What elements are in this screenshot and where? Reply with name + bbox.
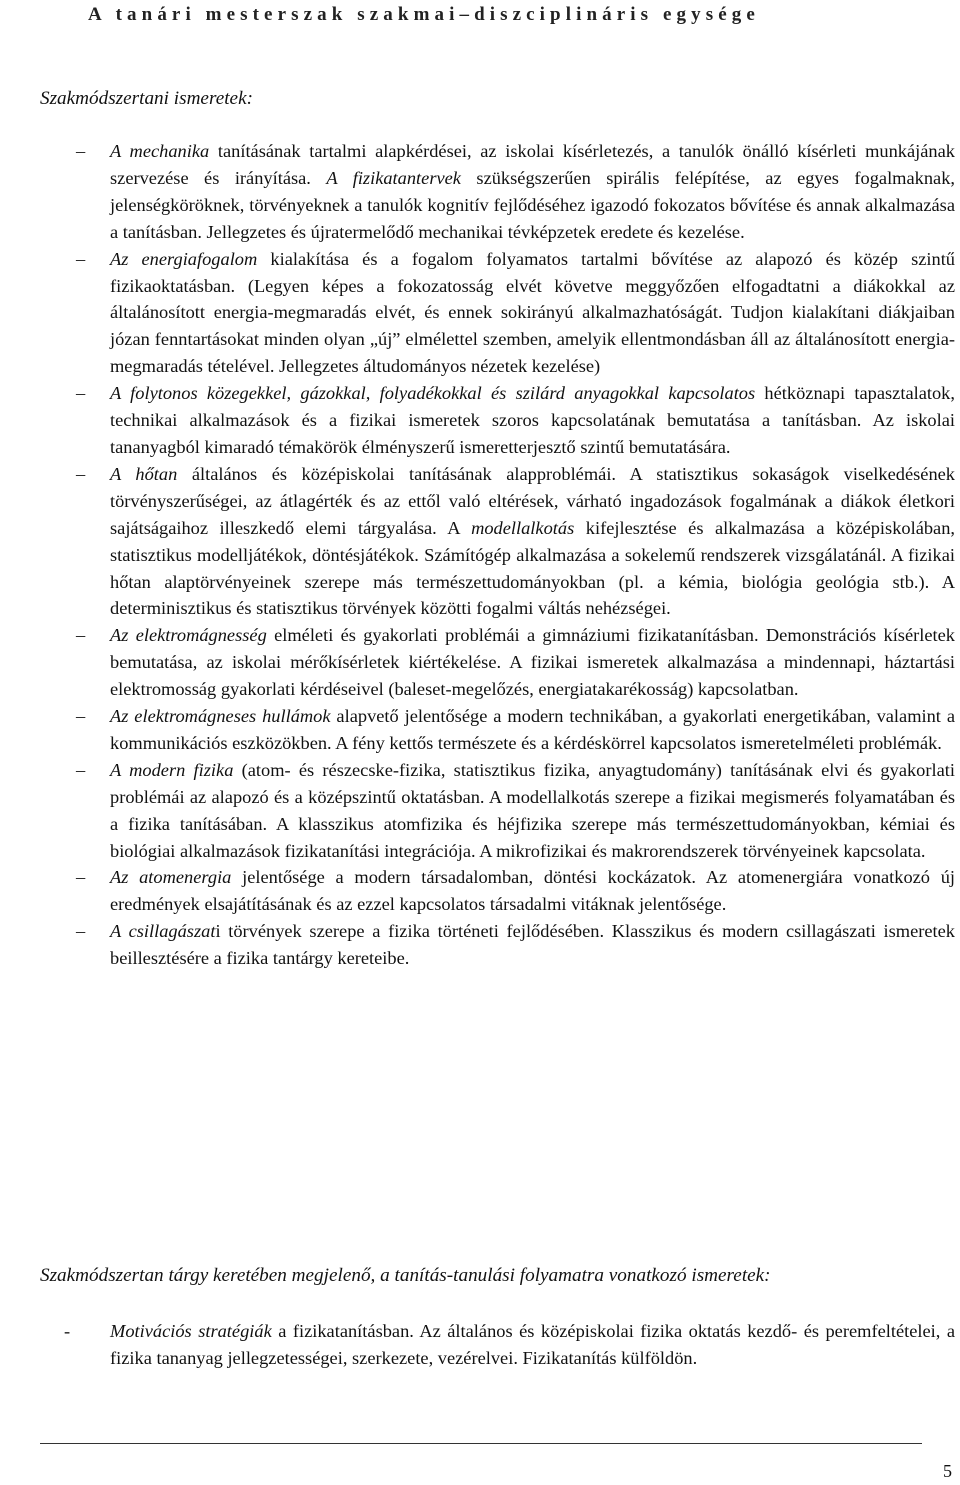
item-lead-term: A hőtan xyxy=(110,463,178,484)
list-marker: – xyxy=(76,383,86,404)
list-item xyxy=(0,138,955,246)
item-lead-term: A fizikatantervek xyxy=(326,167,461,188)
list-marker: – xyxy=(76,867,86,888)
item-lead-term: Az atomenergia xyxy=(110,867,232,888)
section-heading-methodology: Szakmódszertani ismeretek: xyxy=(40,88,253,109)
item-text: alapvető jelentősége a modern technikában, a gyakorlati energetikában, valamint a kommunikációs eszközökben. A fény kettős természete és a kérdéskörrel kapcsolatos ismeretelméleti problémák. xyxy=(110,706,955,753)
list-marker: – xyxy=(76,141,86,161)
methodology-topic-list xyxy=(0,138,955,972)
list-item xyxy=(0,757,955,865)
item-text: kialakítása és a fogalom folyamatos tartalmi bővítése az alapozó és közép szintű fizikaoktatásban. (Legyen képes a fokozatosság elvét követve meggyőzően elfogadtatni a diákokkal az általánosított energia-megmaradás elvét, és ennek sokirányú alkalmazhatóságát. Tudjon kialakítani diákjaiban józan fenntartásokat minden olyan „új” elmélettel szemben, amelyik ellentmondásban áll az általánosított energia-megmaradás tételével. Jellegzetes áltudományos nézetek kezelése) xyxy=(110,248,955,377)
list-item xyxy=(0,918,955,972)
item-lead-term: Az elektromágneses hullámok xyxy=(110,706,331,727)
item-text: kifejlesztése és alkalmazása a középiskolában, statisztikus modelljátékok, döntésjátékok. Számítógép alkalmazása a sokelemű rendszerek vizsgálatánál. A fizikai hőtan alaptörvényeinek szerepe más természettudományokban (pl. a kémia, biológia geológia stb.). A determinisztikus és statisztikus törvények közötti fogalmi váltás nehézségei. xyxy=(110,517,956,619)
item-lead-term: Motivációs stratégiák xyxy=(110,1321,272,1341)
list-item xyxy=(0,622,955,703)
running-head: A tanári mesterszak szakmai–diszciplináris egysége xyxy=(88,4,760,25)
item-lead-term: modellalkotás xyxy=(471,517,575,538)
list-item xyxy=(0,380,955,461)
list-item xyxy=(0,1318,955,1372)
list-marker: – xyxy=(76,625,86,646)
item-lead-term: A folytonos közegekkel, gázokkal, folyadékokkal és szilárd anyagokkal kapcsolatos xyxy=(110,383,756,404)
item-lead-term: Az elektromágnesség xyxy=(110,625,267,646)
item-text: i törvények szerepe a fizika történeti fejlődésében. Klasszikus és modern csillagászati ismeretek beillesztésére a fizika tantárgy kereteibe. xyxy=(110,921,955,969)
item-text: szükségszerűen spirális felépítése, az egyes fogalmaknak, jelenségköröknek, törvényeknek a tanulók kognitív fejlődéséhez igazodó fokozatos bővítése és annak alkalmazása a tanításban. Jellegzetes és újratermelődő mechanikai tévképzetek eredete és kezelése. xyxy=(110,167,955,242)
list-item xyxy=(0,246,955,381)
item-lead-term: A mechanika xyxy=(110,141,210,161)
section-heading-teaching-process: Szakmódszertan tárgy keretében megjelenő, a tanítás-tanulási folyamatra vonatkozó ismeretek: xyxy=(40,1265,771,1286)
item-lead-term: Az energiafogalom xyxy=(110,248,258,269)
item-text: (atom- és részecske-fizika, statisztikus fizika, anyagtudomány) tanításának elvi és gyakorlati problémái az alapozó és a középszintű oktatásban. A modellalkotás szerepe a fizikai megismerés folyamatában és a fizika tanításában. A klasszikus atomfizika és héjfizika szerepe más természettudományokban, kémiai és biológiai alkalmazások fizikatanítási integrációja. A mikrofizikai és makrorendszerek törvényeinek kapcsolata. xyxy=(110,759,955,861)
list-marker: – xyxy=(76,921,86,942)
page-number: 5 xyxy=(943,1461,952,1481)
list-marker: – xyxy=(76,759,86,780)
list-item xyxy=(0,864,955,918)
list-item xyxy=(0,703,955,757)
list-marker: – xyxy=(76,248,86,269)
item-text: elméleti és gyakorlati problémái a gimnáziumi fizikatanításban. Demonstrációs kísérletek bemutatása, az iskolai mérőkísérletek kiértékelése. A fizikai ismeretek alkalmazása a mindennapi, háztartási elektromosság gyakorlati kérdéseivel (baleset-megelőzés, energiatakarékosság) kapcsolatban. xyxy=(110,625,955,700)
footer-divider xyxy=(40,1443,922,1444)
list-item xyxy=(0,461,955,622)
list-marker: – xyxy=(76,463,86,484)
list-marker: – xyxy=(76,706,86,727)
list-marker: - xyxy=(64,1321,71,1341)
item-lead-term: A modern fizika xyxy=(110,759,234,780)
item-text: a fizikatanításban. Az általános és középiskolai fizika oktatás kezdő- és peremfeltételei, a fizika tananyag jellegzetességei, szerkezete, vezérelvei. Fizikatanítás külföldön. xyxy=(110,1321,955,1368)
item-text: általános és középiskolai tanításának alapproblémái. A statisztikus sokaságok viselkedésének törvényszerűségei, az átlagérték és az ettől való eltérések, várható ingadozások fogalmának a diákok életkori sajátságaihoz illeszkedő elemi tárgyalása. A xyxy=(110,463,955,538)
item-text: tanításának tartalmi alapkérdései, az iskolai kísérletezés, a tanulók önálló kísérleti munkájának szervezése és irányítása. xyxy=(110,141,955,188)
item-text: jelentősége a modern társadalomban, döntési kockázatok. Az atomenergiára vonatkozó új eredmények elsajátításának és az ezzel kapcsolatos társadalmi vitáknak jelentősége. xyxy=(110,867,956,915)
item-lead-term: A csillagászat xyxy=(110,921,216,942)
item-text: hétköznapi tapasztalatok, technikai alkalmazások és a fizikai ismeretek szoros kapcsolatának bemutatása a tanításban. Az iskolai tananyagból kimaradó témakörök élményszerű ismeretterjesztő szintű bemutatására. xyxy=(110,383,955,457)
teaching-process-topic-list xyxy=(0,1318,955,1372)
